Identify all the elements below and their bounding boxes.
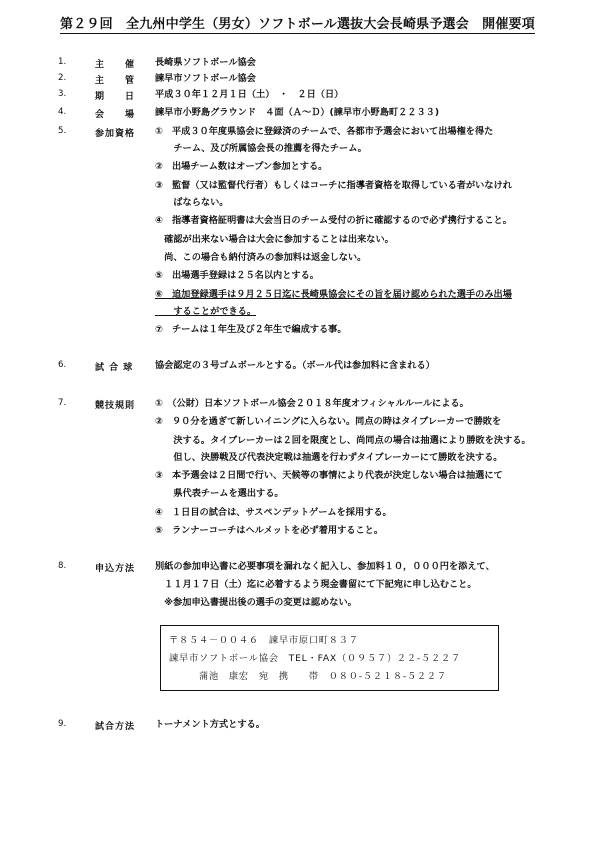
item-number: 2. [58, 73, 67, 83]
item-text: ⑦ チームは１年生及び２年生で編成する事。 [155, 324, 347, 335]
item-label: 主 催 [95, 60, 136, 70]
item-number: 4. [58, 107, 67, 117]
item-text: ② 出場チーム数はオープン参加とする。 [155, 161, 328, 172]
item-text: 協会認定の３号ゴムボールとする。（ボール代は参加料に含まれる） [155, 360, 435, 371]
address-box [160, 625, 499, 691]
item-text: ③ 本予選会は２日間で行い、天候等の事情により代表が決定しない場合は抽選にて [155, 470, 503, 481]
item-number: 1. [58, 57, 67, 67]
item-text: ③ 監督（又は監督代行者）もしくはコーチに指導者資格を取得している者がいなけれ [155, 180, 512, 191]
item-text: チーム、及び所属協会長の推薦を得たチーム。 [155, 143, 367, 154]
item-text: ⑤ 出場選手登録は２５名以内とする。 [155, 270, 319, 281]
address-line: 諫早市ソフトボール協会 TEL・FAX（０９５７）２２-５２２７ [169, 653, 461, 664]
item-text: 平成３０年１２月１日（土） ・ ２日（日） [155, 89, 344, 100]
item-text: ① （公財）日本ソフトボール協会２０１８年度オフィシャルルールによる。 [155, 398, 469, 409]
address-line: 〒８５４－００４６ 諫早市原口町８３７ [169, 635, 359, 646]
item-number: 8. [58, 561, 67, 571]
item-text: ばならない。 [155, 197, 229, 208]
item-number: 5. [58, 126, 67, 136]
item-label: 主 管 [95, 76, 136, 86]
item-text: １１月１７日（土）迄に必着するよう現金書留にて下記宛に申し込むこと。 [155, 579, 477, 590]
item-number: 3. [58, 89, 67, 99]
item-text: ④ １日目の試合は、サスペンデットゲームを採用する。 [155, 507, 392, 518]
item-label: 申込方法 [95, 564, 136, 574]
item-text: ④ 指導者資格証明書は大会当日のチーム受付の折に確認するので必ず携行すること。 [155, 215, 512, 226]
item-number: 6. [58, 360, 67, 370]
item-text: 決する。タイブレーカーは２回を限度とし、尚同点の場合は抽選により勝敗を決する。 [155, 435, 531, 446]
item-text: ① 平成３０年度県協会に登録済のチームで、各都市予選会において出場権を得た [155, 126, 494, 137]
item-label: 競技規則 [95, 401, 136, 411]
item-text: 県代表チームを選出する。 [155, 488, 284, 499]
address-line: 蒲池 康宏 宛 携 帯 ０８０-５２１８-５２２７ [169, 671, 447, 682]
item-text: 尚、この場合も納付済みの参加料は返金しない。 [155, 252, 367, 263]
item-text: トーナメント方式とする。 [155, 719, 265, 730]
item-text: 長崎県ソフトボール協会 [155, 57, 256, 68]
page-title: 第２９回 全九州中学生（男女）ソフトボール選抜大会長崎県予選会 開催要項 [60, 17, 535, 32]
item-text-underlined: することができる。 [155, 306, 257, 317]
item-label: 期 日 [95, 92, 136, 102]
item-number: 7. [58, 398, 67, 408]
item-label: 参加資格 [95, 129, 136, 139]
item-text: 別紙の参加申込書に必要事項を漏れなく記入し、参加料１０，０００円を添えて、 [155, 561, 495, 572]
item-text: ⑤ ランナーコーチはヘルメットを必ず着用すること。 [155, 525, 384, 536]
item-text-underlined: ⑥ 追加登録選手は９月２５日迄に長崎県協会にその旨を届け認められた選手のみ出場 [155, 289, 512, 300]
item-label: 試 合 球 [95, 363, 134, 373]
item-text: 諫早市ソフトボール協会 [155, 73, 256, 84]
item-text: 但し、決勝戦及び代表決定戦は抽選を行わずタイブレーカーにて勝敗を決する。 [155, 452, 503, 463]
item-text: ※参加申込書提出後の選手の変更は認めない。 [155, 597, 357, 608]
item-text: 諫早市小野島グラウンド ４面（Ａ～Ｄ）(諫早市小野島町２２３３) [155, 107, 440, 118]
item-text: 確認が出来ない場合は大会に参加することは出来ない。 [155, 234, 394, 245]
item-label: 試合方法 [95, 722, 136, 732]
item-text: ② ９０分を過ぎて新しいイニングに入らない。同点の時はタイブレーカーで勝敗を [155, 416, 502, 427]
item-label: 会 場 [95, 110, 136, 120]
item-number: 9. [58, 719, 67, 729]
